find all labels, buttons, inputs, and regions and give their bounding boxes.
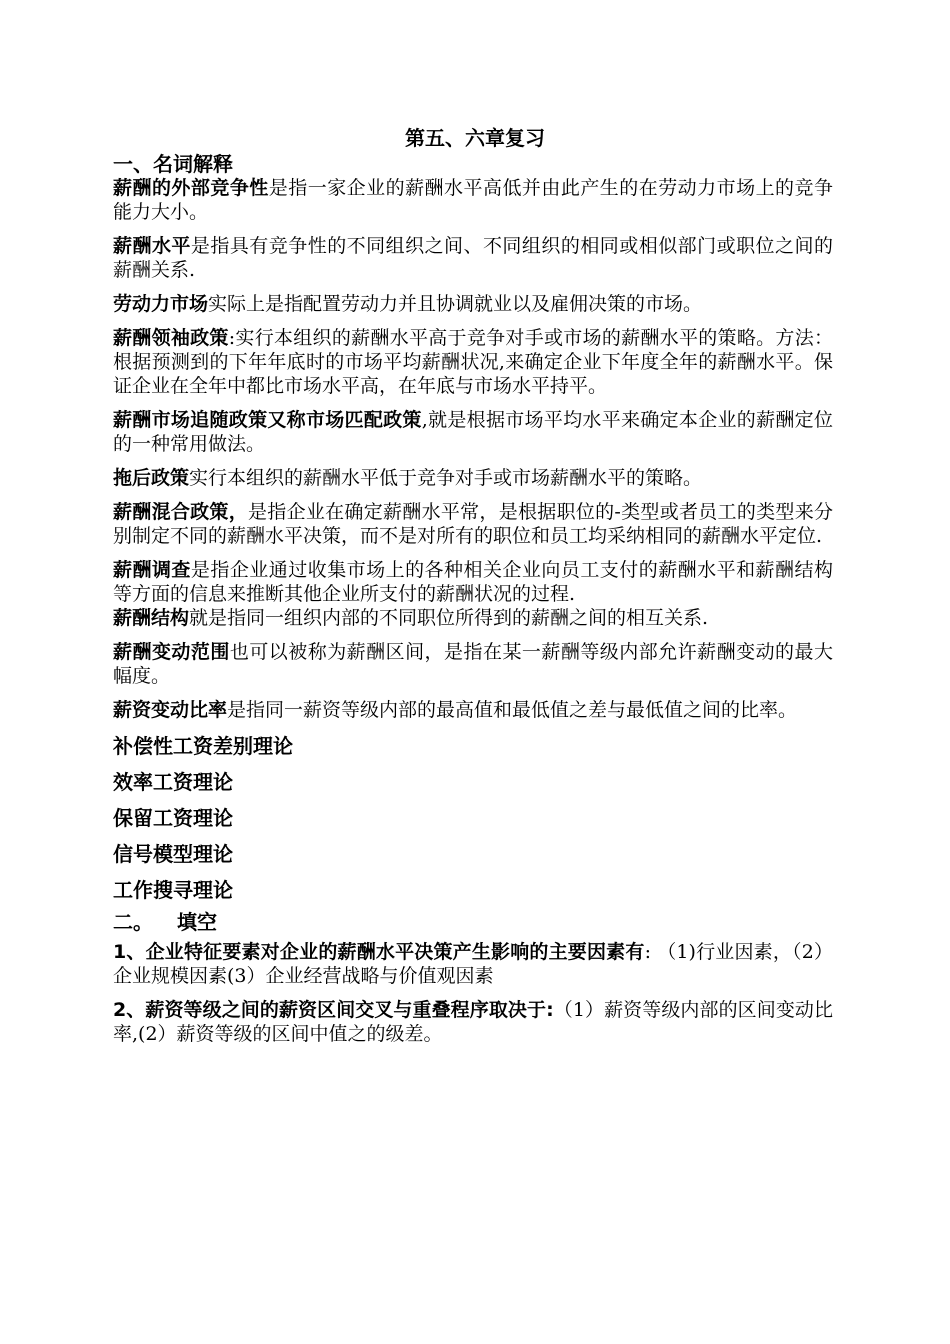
definition-text: 是指一家企业的薪酬水平高低并由此产生的在劳动力市场上的竞争能力大小。 <box>113 177 833 223</box>
definition-text: 是指同一薪资等级内部的最高值和最低值之差与最低值之间的比率。 <box>227 699 798 721</box>
definition-text: ,就是根据市场平均水平来确定本企业的薪酬定位的一种常用做法。 <box>113 409 833 455</box>
definition-paragraph <box>113 692 833 728</box>
definition-text: 是指企业通过收集市场上的各种相关企业向员工支付的薪酬水平和薪酬结构等方面的信息来推断其他企业所支付的薪酬状况的过程. <box>113 559 833 605</box>
question-text: 1、企业特征要素对企业的薪酬水平决策产生影响的主要因素有 <box>113 941 645 963</box>
theory-item: 补偿性工资差别理论 <box>113 734 293 758</box>
definition-paragraph <box>113 292 833 316</box>
fill-blank-item <box>113 940 833 988</box>
definition-text: 也可以被称为薪酬区间，是指在某一薪酬等级内部允许薪酬变动的最大幅度。 <box>113 641 833 687</box>
definition-text: 实行本组织的薪酬水平低于竞争对手或市场薪酬水平的策略。 <box>189 467 703 489</box>
theory-item: 信号模型理论 <box>113 842 233 866</box>
definition-text: 就是指同一组织内部的不同职位所得到的薪酬之间的相互关系. <box>189 607 709 629</box>
definition-term: 薪酬领袖政策 <box>113 327 229 349</box>
definition-paragraph <box>113 640 833 688</box>
definition-text: 是指企业在确定薪酬水平常，是根据职位的-类型或者员工的类型来分别制定不同的薪酬水平决策，而不是对所有的职位和员工均采纳相同的薪酬水平定位. <box>113 501 833 547</box>
fill-blank-item <box>113 998 833 1046</box>
definition-paragraph <box>113 558 833 606</box>
definition-text: 实际上是指配置劳动力并且协调就业以及雇佣决策的市场。 <box>208 293 703 315</box>
document-body <box>113 152 833 1056</box>
section-heading-terms: 一、名词解释 <box>113 152 233 176</box>
definition-paragraph <box>113 176 833 224</box>
definition-term: 薪酬变动范围 <box>113 641 230 663</box>
definition-term: 薪酬水平 <box>113 235 191 257</box>
definition-paragraph <box>113 408 833 456</box>
definition-text: 是指具有竞争性的不同组织之间、不同组织的相同或相似部门或职位之间的薪酬关系. <box>113 235 833 281</box>
question-text: 2、薪资等级之间的薪资区间交叉与重叠程序取决于: <box>113 999 554 1021</box>
definition-paragraph <box>113 234 833 282</box>
answer-text: （1）薪资等级内部的区间变动比率,(2）薪资等级的区间中值之的级差。 <box>113 999 833 1045</box>
theory-item: 效率工资理论 <box>113 770 233 794</box>
definition-term: 拖后政策 <box>113 467 190 489</box>
definition-paragraph <box>113 500 833 548</box>
definition-paragraph <box>113 466 833 490</box>
definition-term: 薪酬结构 <box>113 607 190 629</box>
theory-item: 工作搜寻理论 <box>113 878 233 902</box>
definition-paragraph <box>113 326 833 398</box>
definition-term: 薪酬的外部竞争性 <box>113 177 269 199</box>
definition-term: 劳动力市场 <box>113 293 209 315</box>
section-title: 填空 <box>177 910 217 934</box>
definition-term: 薪资变动比率 <box>113 699 228 721</box>
page-title: 第五、六章复习 <box>405 126 545 150</box>
answer-text: : （1)行业因素，（2）企业规模因素(3）企业经营战略与价值观因素 <box>113 941 833 987</box>
definition-term: 薪酬调查 <box>113 559 191 581</box>
definition-paragraph <box>113 606 833 630</box>
definition-text: :实行本组织的薪酬水平高于竞争对手或市场的薪酬水平的策略。方法：根据预测到的下年年底时的市场平均薪酬状况,来确定企业下年度全年的薪酬水平。保证企业在全年中都比市场水平高，在年底与市场水平持平。 <box>113 327 833 397</box>
theory-item: 保留工资理论 <box>113 806 233 830</box>
definition-term: 薪酬混合政策， <box>113 501 248 523</box>
section-number: 二。 <box>113 910 153 934</box>
definition-term: 薪酬市场追随政策又称市场匹配政策 <box>113 409 422 431</box>
section-heading-fill-blank <box>113 910 833 934</box>
